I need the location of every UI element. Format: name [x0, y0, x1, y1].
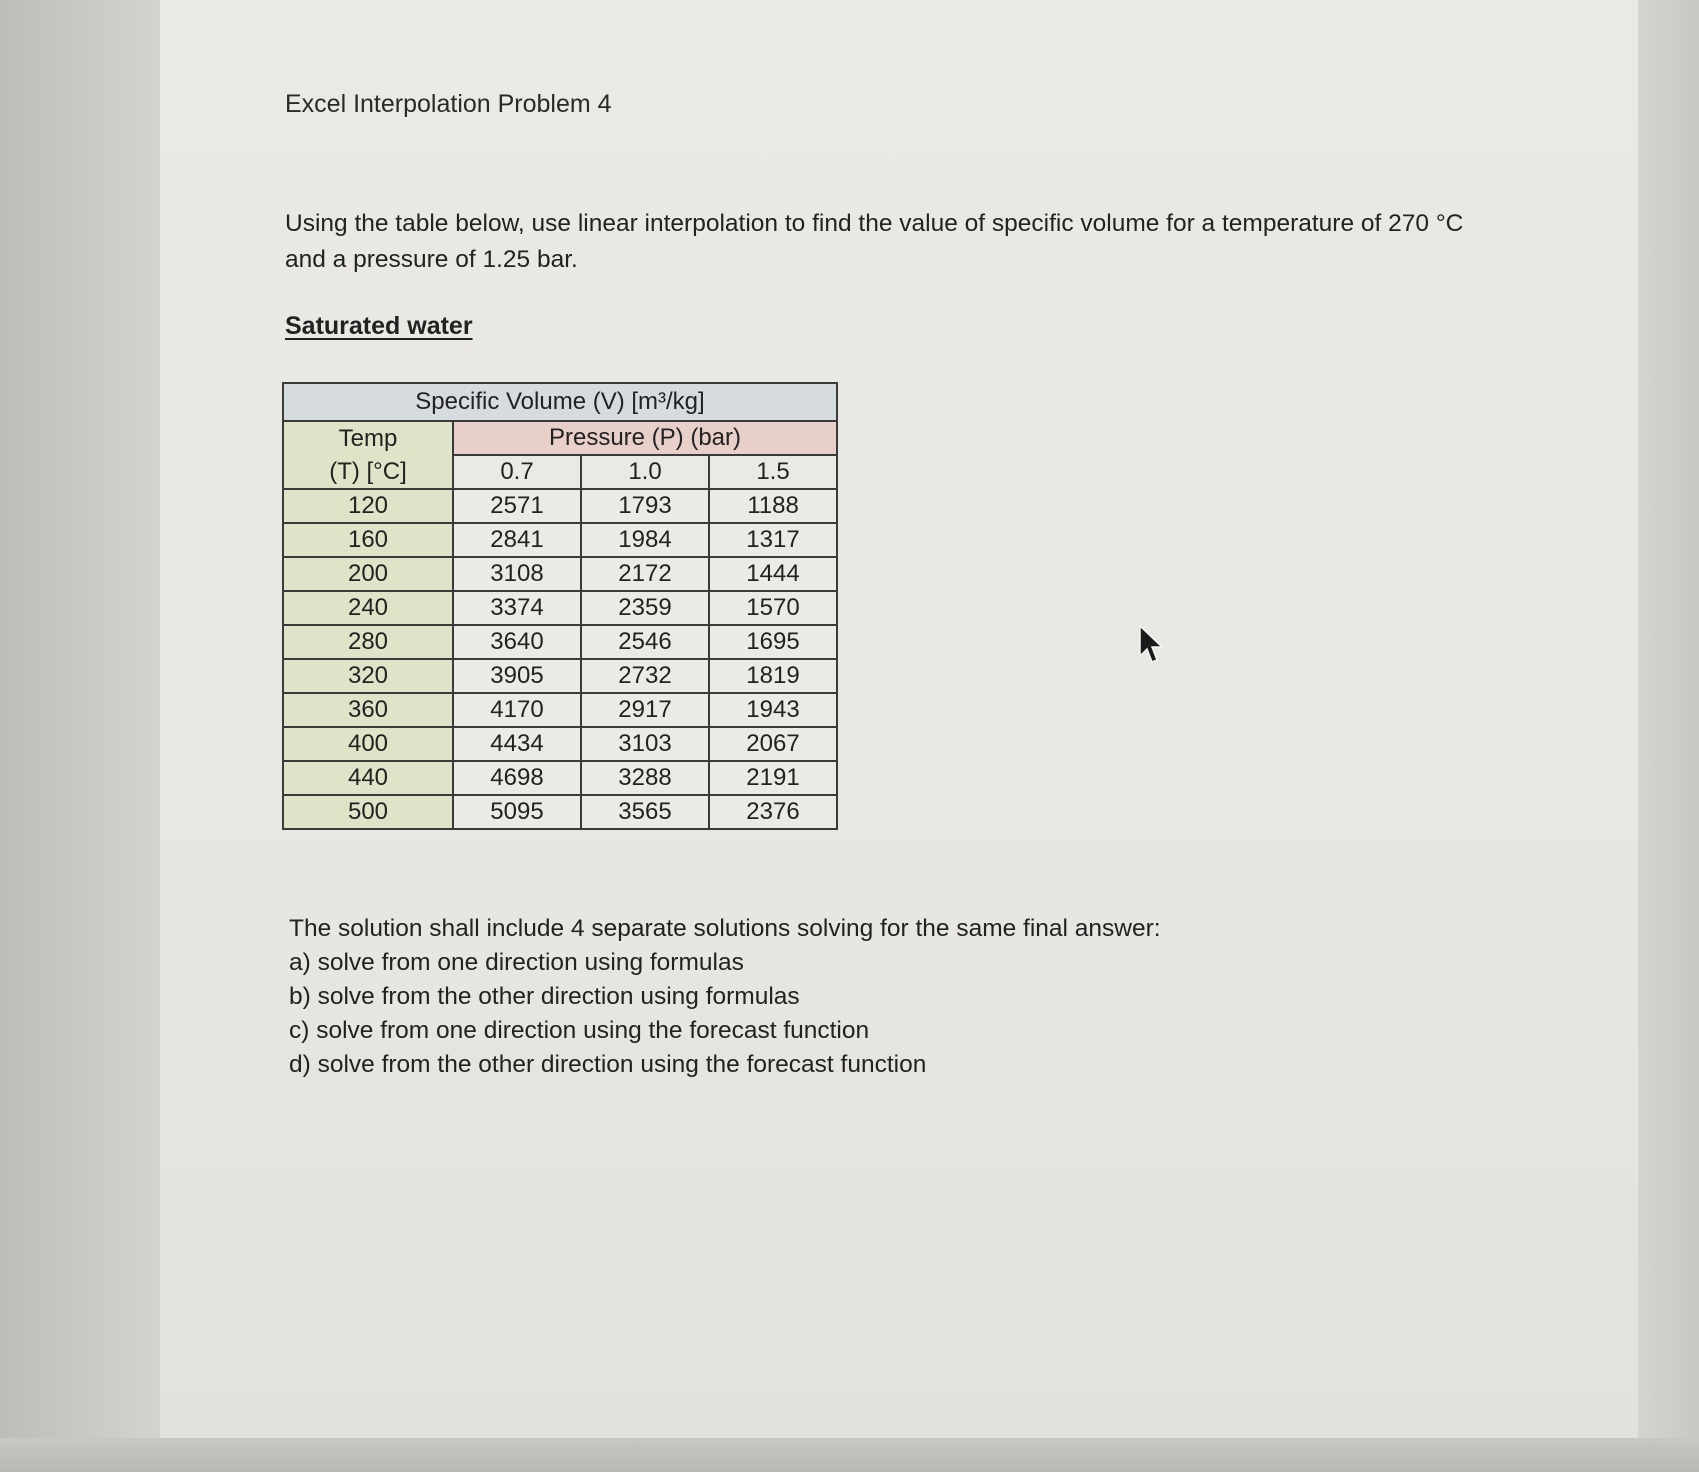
table-row: [283, 795, 837, 829]
pressure-col-header: 1.5: [709, 455, 837, 489]
temp-cell: 280: [283, 625, 453, 659]
volume-cell: 1695: [709, 625, 837, 659]
table-row: [283, 489, 837, 523]
temp-header-line1: Temp: [283, 421, 453, 455]
volume-cell: 1188: [709, 489, 837, 523]
table-row: [283, 591, 837, 625]
volume-cell: 1943: [709, 693, 837, 727]
volume-cell: 1793: [581, 489, 709, 523]
volume-cell: 5095: [453, 795, 581, 829]
monitor-bezel-bottom: [0, 1438, 1699, 1472]
volume-cell: 2172: [581, 557, 709, 591]
solution-item: d) solve from the other direction using the forecast function: [289, 1051, 927, 1078]
solution-item: b) solve from the other direction using formulas: [289, 983, 800, 1010]
volume-cell: 2571: [453, 489, 581, 523]
volume-cell: 1984: [581, 523, 709, 557]
volume-cell: 3905: [453, 659, 581, 693]
volume-cell: 2359: [581, 591, 709, 625]
temp-cell: 320: [283, 659, 453, 693]
mouse-pointer-icon: [1138, 624, 1166, 666]
volume-cell: 2917: [581, 693, 709, 727]
table-row: [283, 659, 837, 693]
temp-cell: 500: [283, 795, 453, 829]
volume-cell: 2067: [709, 727, 837, 761]
pressure-col-header: 0.7: [453, 455, 581, 489]
temp-cell: 200: [283, 557, 453, 591]
volume-cell: 2732: [581, 659, 709, 693]
solution-item: a) solve from one direction using formulas: [289, 949, 744, 976]
volume-cell: 2841: [453, 523, 581, 557]
specific-volume-table: [282, 382, 838, 830]
volume-cell: 3288: [581, 761, 709, 795]
temp-cell: 440: [283, 761, 453, 795]
temp-header-line2: (T) [°C]: [283, 455, 453, 489]
volume-cell: 3108: [453, 557, 581, 591]
pressure-header: Pressure (P) (bar): [453, 421, 837, 455]
volume-cell: 1819: [709, 659, 837, 693]
temp-cell: 360: [283, 693, 453, 727]
table-row: [283, 693, 837, 727]
volume-cell: 3565: [581, 795, 709, 829]
table-row: [283, 625, 837, 659]
volume-cell: 1570: [709, 591, 837, 625]
volume-cell: 4170: [453, 693, 581, 727]
table-body: [283, 489, 837, 829]
volume-cell: 2546: [581, 625, 709, 659]
table-subheader-row: [283, 455, 837, 489]
pressure-col-header: 1.0: [581, 455, 709, 489]
page-title: Excel Interpolation Problem 4: [285, 90, 612, 118]
volume-cell: 4434: [453, 727, 581, 761]
table-title: Specific Volume (V) [m³/kg]: [283, 383, 837, 421]
volume-cell: 3374: [453, 591, 581, 625]
table-row: [283, 557, 837, 591]
monitor-bezel-left: [0, 0, 160, 1472]
table-title-row: [283, 383, 837, 421]
table-row: [283, 523, 837, 557]
solution-intro: The solution shall include 4 separate solutions solving for the same final answer:: [289, 915, 1161, 942]
volume-cell: 2376: [709, 795, 837, 829]
table-row: [283, 727, 837, 761]
section-heading: Saturated water: [285, 312, 473, 340]
monitor-bezel-right: [1638, 0, 1699, 1472]
volume-cell: 3640: [453, 625, 581, 659]
solution-requirements: [289, 912, 1161, 1082]
volume-cell: 3103: [581, 727, 709, 761]
solution-item: c) solve from one direction using the forecast function: [289, 1017, 870, 1044]
volume-cell: 1444: [709, 557, 837, 591]
volume-cell: 4698: [453, 761, 581, 795]
temp-cell: 120: [283, 489, 453, 523]
volume-cell: 2191: [709, 761, 837, 795]
temp-cell: 240: [283, 591, 453, 625]
table-header-row: [283, 421, 837, 455]
volume-cell: 1317: [709, 523, 837, 557]
temp-cell: 160: [283, 523, 453, 557]
table-row: [283, 761, 837, 795]
temp-cell: 400: [283, 727, 453, 761]
problem-statement: Using the table below, use linear interpolation to find the value of specific volume for a temperature of 270 °C and a pressure of 1.25 bar.: [285, 210, 1464, 273]
